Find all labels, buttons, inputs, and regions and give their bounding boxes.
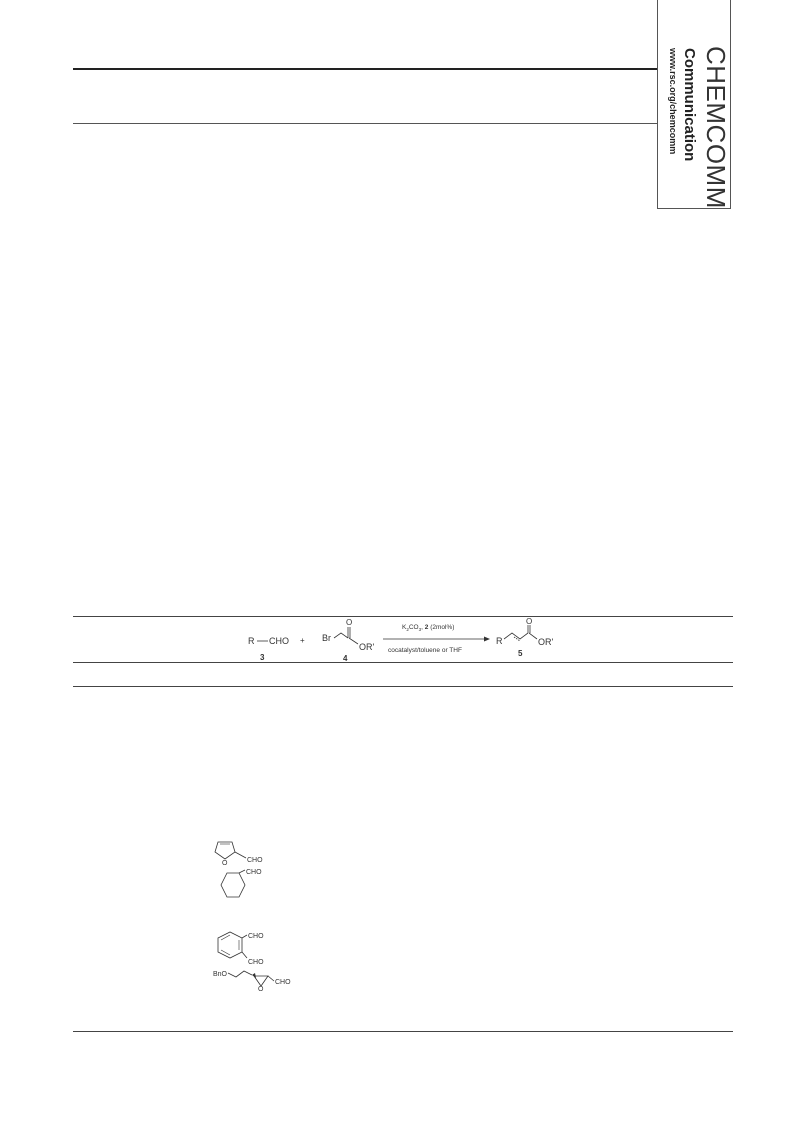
- table-rule-top: [73, 616, 733, 617]
- epoxide-bno: BnO: [213, 971, 228, 978]
- table-rule-bottom: [73, 1031, 733, 1032]
- plus-sign: +: [300, 636, 305, 645]
- reactant2-number: 4: [343, 654, 348, 663]
- product-r: R: [496, 636, 503, 646]
- reactant1-number: 3: [260, 653, 265, 662]
- cyclohexyl-structure: [208, 866, 278, 902]
- reaction-scheme: [230, 618, 570, 663]
- article-type: Communication: [681, 48, 698, 162]
- phthal-cho-1: CHO: [248, 933, 264, 940]
- furfural-cho: CHO: [247, 857, 263, 864]
- phthal-cho-2: CHO: [248, 959, 264, 966]
- table-rule-header-2: [73, 686, 733, 687]
- reactant1-r: R: [248, 636, 255, 646]
- conditions-below: cocatalyst/toluene or THF: [388, 647, 462, 654]
- epoxide-structure: [208, 962, 303, 992]
- epoxide-o: O: [258, 986, 264, 992]
- reactant2-o: O: [346, 618, 353, 627]
- journal-name: CHEMCOMM: [701, 46, 731, 209]
- reactant2-ester: OR': [359, 642, 375, 652]
- product-ester: OR': [538, 637, 554, 647]
- product-o: O: [526, 618, 533, 626]
- reactant2-br: Br: [322, 633, 331, 643]
- reactant1-cho: CHO: [269, 636, 289, 646]
- furfural-o: O: [222, 860, 228, 867]
- furfural-structure: [208, 838, 278, 868]
- header-rule-top: [73, 68, 657, 70]
- epoxide-cho: CHO: [275, 979, 291, 986]
- product-number: 5: [518, 649, 523, 658]
- conditions-above: $K_2CO_3$, 2 (2mol%): [402, 624, 455, 632]
- journal-url[interactable]: www.rsc.org/chemcomm: [668, 48, 678, 155]
- cyclohexyl-cho: CHO: [246, 869, 262, 876]
- header-rule-bottom: [73, 123, 657, 124]
